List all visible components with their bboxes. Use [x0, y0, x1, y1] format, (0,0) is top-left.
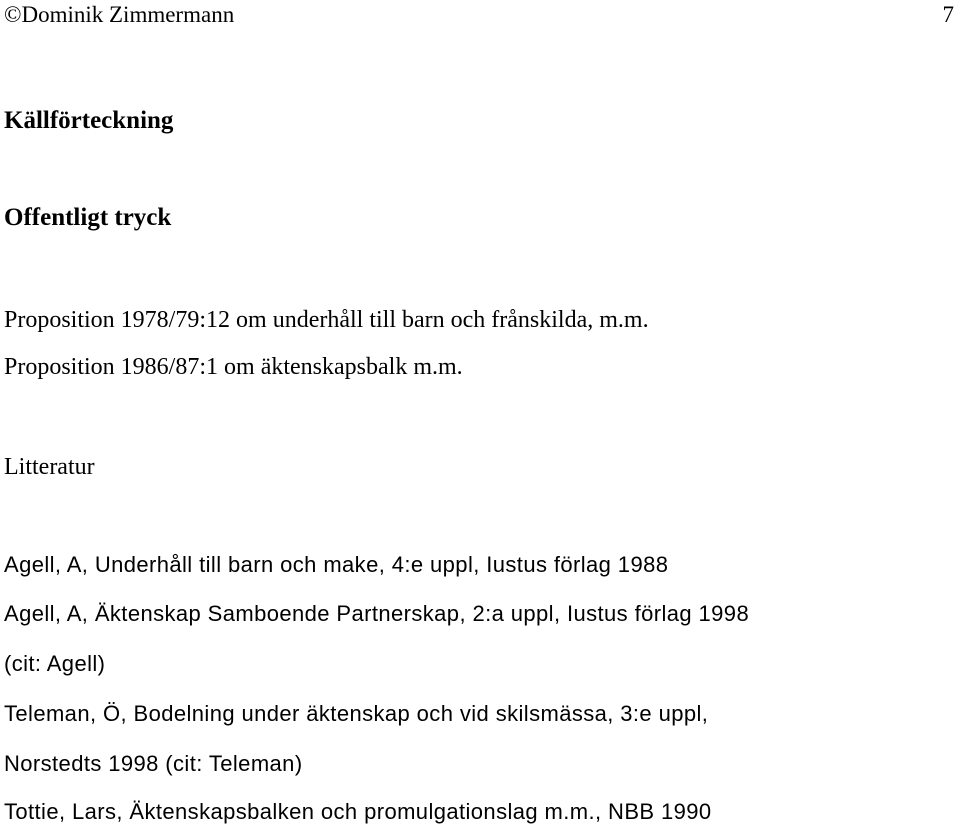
reference-item: Proposition 1978/79:12 om underhåll till barn och frånskilda, m.m. — [4, 307, 649, 333]
reference-line: Norstedts 1998 (cit: Teleman) — [4, 751, 303, 776]
section-heading-litteratur: Litteratur — [4, 454, 95, 480]
header-author: ©Dominik Zimmermann — [4, 2, 235, 27]
reference-line: Agell, A, Underhåll till barn och make, 4:e uppl, Iustus förlag 1988 — [4, 552, 669, 577]
section-heading-offentligt-tryck: Offentligt tryck — [4, 204, 172, 231]
reference-line: Tottie, Lars, Äktenskapsbalken och promulgationslag m.m., NBB 1990 — [4, 799, 712, 824]
page-title: Källförteckning — [4, 107, 174, 134]
reference-item: Proposition 1986/87:1 om äktenskapsbalk m.m. — [4, 354, 463, 380]
reference-line: Teleman, Ö, Bodelning under äktenskap och vid skilsmässa, 3:e uppl, — [4, 701, 709, 726]
reference-line: (cit: Agell) — [4, 651, 106, 676]
page-number: 7 — [942, 2, 954, 27]
reference-line: Agell, A, Äktenskap Samboende Partnerskap, 2:a uppl, Iustus förlag 1998 — [4, 601, 750, 626]
